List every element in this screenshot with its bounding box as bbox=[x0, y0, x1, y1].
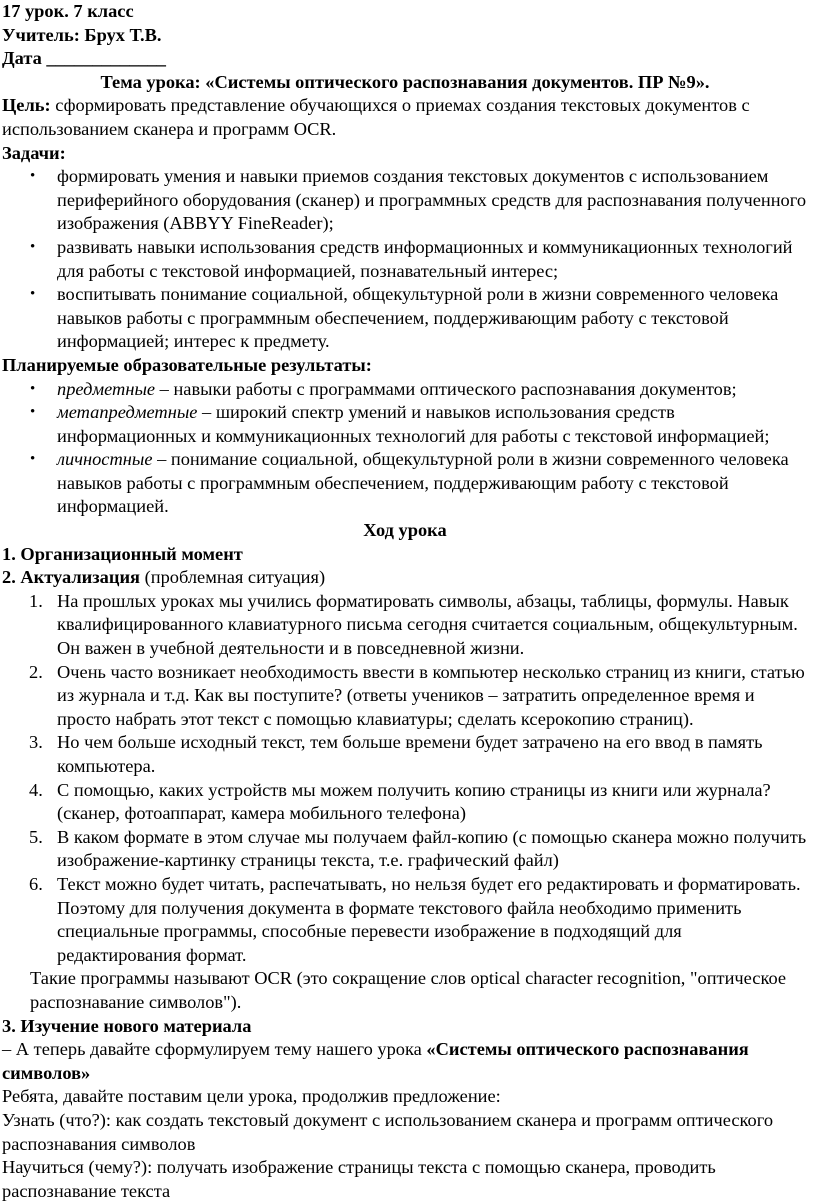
learn-how: Научиться (чему?): получать изображение страницы текста с помощью сканера, проводить распознавание текста bbox=[2, 1157, 716, 1201]
section-1-heading: 1. Организационный момент bbox=[2, 543, 243, 564]
step-number: 5. bbox=[29, 826, 43, 847]
tasks-heading: Задачи: bbox=[2, 142, 66, 163]
goal-label: Цель: bbox=[2, 95, 51, 116]
step-text: В каком формате в этом случае мы получаем файл-копию (с помощью сканера можно получить изображение-картинку страницы текста, т.е. графический файл) bbox=[57, 826, 807, 871]
step-item bbox=[29, 779, 808, 826]
section-2-heading bbox=[2, 566, 808, 590]
results-list bbox=[2, 378, 808, 520]
tasks-list bbox=[2, 165, 808, 354]
ocr-note: Такие программы называют OCR (это сокращение слов optical character recognition, "оптическое распознавание символов"). bbox=[30, 968, 787, 1012]
step-number: 4. bbox=[29, 779, 43, 800]
result-term: метапредметные bbox=[57, 402, 198, 423]
section-3-intro-text: – А теперь давайте сформулируем тему нашего урока bbox=[2, 1039, 427, 1060]
result-item bbox=[57, 378, 808, 402]
result-item bbox=[57, 448, 808, 519]
goal-text: сформировать представление обучающихся о приемах создания текстовых документов с использованием сканера и программ OCR. bbox=[2, 95, 750, 139]
section-2-label: 2. Актуализация bbox=[2, 567, 141, 588]
step-text: Текст можно будет читать, распечатывать, но нельзя будет его редактировать и форматировать. Поэтому для получения документа в формате текстового файла необходимо применить специальные программы, способные перевести изображение в подходящий для редактирования формат. bbox=[57, 873, 801, 965]
step-text: С помощью, каких устройств мы можем получить копию страницы из книги или журнала? (сканер, фотоаппарат, камера мобильного телефона) bbox=[57, 779, 771, 824]
step-number: 6. bbox=[29, 873, 43, 894]
result-term: предметные bbox=[57, 378, 156, 399]
section-3-topic: «Системы оптического распознавания символов» bbox=[2, 1039, 749, 1083]
learn-what: Узнать (что?): как создать текстовый документ с использованием сканера и программ оптического распознавания символов bbox=[2, 1109, 774, 1154]
task-item: • формировать умения и навыки приемов создания текстовых документов с использованием периферийного оборудования (сканер) и программных средств для распознавания полученного изображения (ABBYY FineReader); bbox=[57, 165, 808, 236]
result-item bbox=[57, 401, 808, 448]
lesson-line: 17 урок. 7 класс bbox=[2, 1, 134, 21]
step-item bbox=[29, 590, 808, 661]
task-item: • воспитывать понимание социальной, общекультурной роли в жизни современного человека навыков работы с программным обеспечением, поддерживающим работу с текстовой информацией; интерес к предмету. bbox=[57, 283, 808, 354]
step-item bbox=[29, 826, 808, 873]
result-term: личностные bbox=[57, 449, 153, 470]
section-3-intro bbox=[2, 1038, 808, 1085]
results-heading: Планируемые образовательные результаты: bbox=[2, 354, 372, 375]
goal-paragraph bbox=[2, 94, 808, 141]
step-text: Очень часто возникает необходимость ввести в компьютер несколько страниц из книги, статью из журнала и т.д. Как вы поступите? (ответы учеников – затратить определенное время и просто набрать этот текст с помощью клавиатуры; сделать ксерокопию страниц). bbox=[57, 661, 805, 729]
result-text: – навыки работы с программами оптического распознавания документов; bbox=[155, 378, 737, 399]
goals-prompt: Ребята, давайте поставим цели урока, продолжив предложение: bbox=[2, 1086, 501, 1107]
actualization-steps bbox=[2, 590, 808, 968]
section-3-heading: 3. Изучение нового материала bbox=[2, 1015, 252, 1036]
date-line: Дата _____________ bbox=[2, 48, 166, 69]
step-item bbox=[29, 661, 808, 732]
step-text: Но чем больше исходный текст, тем больше времени будет затрачено на его ввод в память компьютера. bbox=[57, 732, 763, 776]
step-text: На прошлых уроках мы учились форматировать символы, абзацы, таблицы, формулы. Навык квалифицированного клавиатурного письма сегодня считается социальным, общекультурным. Он важен в учебной деятельности и в повседневной жизни. bbox=[57, 590, 798, 659]
step-item bbox=[29, 731, 808, 778]
lesson-topic: Тема урока: «Системы оптического распознавания документов. ПР №9». bbox=[100, 71, 710, 92]
result-text: – широкий спектр умений и навыков использования средств информационных и коммуникационных технологий для работы с текстовой информацией; bbox=[57, 402, 770, 446]
step-item bbox=[29, 873, 808, 967]
task-item: • развивать навыки использования средств информационных и коммуникационных технологий для работы с текстовой информацией, познавательный интерес; bbox=[57, 236, 808, 283]
result-text: – понимание социальной, общекультурной роли в жизни современного человека навыков работы с программным обеспечением, поддерживающим работу с текстовой информацией. bbox=[57, 449, 789, 517]
step-number: 3. bbox=[29, 732, 43, 753]
section-2-note: (проблемная ситуация) bbox=[140, 567, 326, 588]
course-heading: Ход урока bbox=[363, 520, 447, 541]
step-number: 1. bbox=[29, 590, 43, 611]
step-number: 2. bbox=[29, 661, 43, 682]
teacher-line: Учитель: Брух Т.В. bbox=[2, 24, 162, 45]
